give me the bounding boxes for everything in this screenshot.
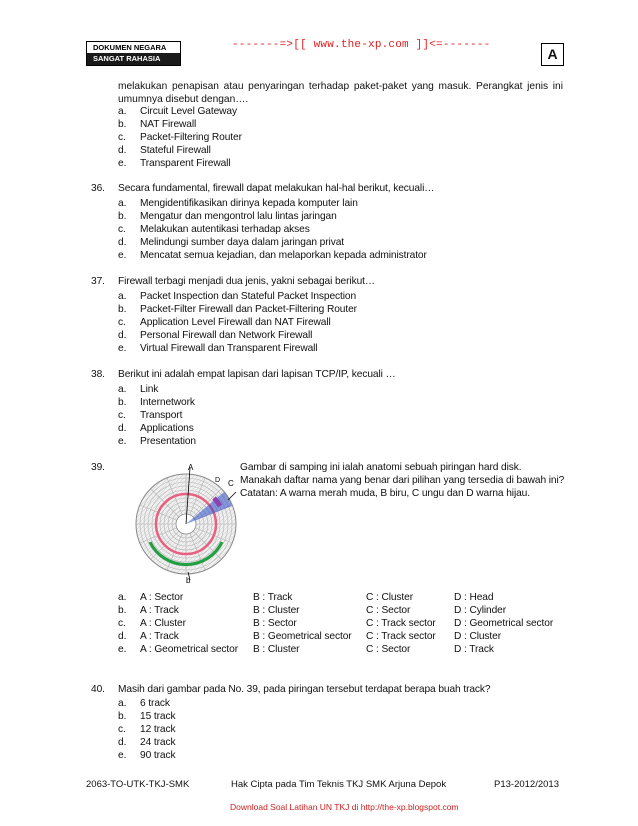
- q39-opt-d-col-a: A : Track: [140, 631, 179, 642]
- q37-opt-a-letter: a.: [118, 291, 127, 302]
- q35-opt-c: Packet-Filtering Router: [140, 132, 242, 143]
- q35-opt-b-letter: b.: [118, 119, 127, 130]
- q38-opt-c-letter: c.: [118, 410, 126, 421]
- q40-opt-b: 15 track: [140, 711, 176, 722]
- q39-opt-b-col-d: D : Cylinder: [454, 605, 507, 616]
- q39-opt-b-col-b: B : Cluster: [253, 605, 300, 616]
- footer-download-link[interactable]: Download Soal Latihan UN TKJ di http://the-xp.blogspot.com: [230, 802, 459, 812]
- q37-number: 37.: [91, 276, 105, 287]
- q38-opt-d-letter: d.: [118, 423, 127, 434]
- q37-stem: Firewall terbagi menjadi dua jenis, yakni sebagai berikut…: [118, 276, 375, 287]
- q38-opt-a: Link: [140, 384, 159, 395]
- q40-opt-a-letter: a.: [118, 698, 127, 709]
- q38-opt-c: Transport: [140, 410, 183, 421]
- q39-opt-a-col-c: C : Cluster: [366, 592, 414, 603]
- q39-opt-c-col-c: C : Track sector: [366, 618, 436, 629]
- label-b: b: [186, 576, 191, 584]
- q35-opt-d: Stateful Firewall: [140, 145, 211, 156]
- q37-opt-b-letter: b.: [118, 304, 127, 315]
- q39-opt-e-col-c: C : Sector: [366, 644, 411, 655]
- q37-opt-e: Virtual Firewall dan Transparent Firewall: [140, 343, 318, 354]
- q35-opt-c-letter: c.: [118, 132, 126, 143]
- hard-disk-diagram: [128, 462, 240, 584]
- q39-opt-d-letter: d.: [118, 631, 127, 642]
- q37-opt-c: Application Level Firewall dan NAT Firewall: [140, 317, 331, 328]
- q39-opt-a-letter: a.: [118, 592, 127, 603]
- q40-opt-c-letter: c.: [118, 724, 126, 735]
- q39-stem-line3: Catatan: A warna merah muda, B biru, C ungu dan D warna hijau.: [240, 488, 530, 499]
- q38-opt-e: Presentation: [140, 436, 197, 447]
- q37-opt-e-letter: e.: [118, 343, 127, 354]
- q39-opt-b-letter: b.: [118, 605, 127, 616]
- q40-stem: Masih dari gambar pada No. 39, pada piringan tersebut terdapat berapa buah track?: [118, 684, 491, 695]
- q39-stem-line2: Manakah daftar nama yang benar dari pilihan yang tersedia di bawah ini?: [240, 475, 565, 486]
- q39-opt-c-col-a: A : Cluster: [140, 618, 186, 629]
- label-d: D: [215, 477, 221, 484]
- q38-opt-a-letter: a.: [118, 384, 127, 395]
- q36-opt-c: Melakukan autentikasi terhadap akses: [140, 224, 310, 235]
- q36-number: 36.: [91, 183, 105, 194]
- q35-opt-b: NAT Firewall: [140, 119, 197, 130]
- q40-opt-d-letter: d.: [118, 737, 127, 748]
- q39-opt-a-col-b: B : Track: [253, 592, 293, 603]
- q38-opt-b-letter: b.: [118, 397, 127, 408]
- doc-label: DOKUMEN NEGARA: [87, 42, 180, 53]
- q38-opt-e-letter: e.: [118, 436, 127, 447]
- q39-opt-d-col-b: B : Geometrical sector: [253, 631, 352, 642]
- q39-opt-c-col-d: D : Geometrical sector: [454, 618, 554, 629]
- q36-opt-d-letter: d.: [118, 237, 127, 248]
- q36-opt-e-letter: e.: [118, 250, 127, 261]
- q35-opt-a-letter: a.: [118, 106, 127, 117]
- q37-opt-a: Packet Inspection dan Stateful Packet Inspection: [140, 291, 357, 302]
- footer-code: 2063-TO-UTK-TKJ-SMK: [86, 779, 190, 790]
- q39-number: 39.: [91, 462, 105, 473]
- classification-box: [86, 41, 181, 66]
- q36-opt-b-letter: b.: [118, 211, 127, 222]
- variant-box: A: [541, 43, 564, 66]
- q40-opt-c: 12 track: [140, 724, 176, 735]
- secret-label: SANGAT RAHASIA: [87, 53, 180, 65]
- q40-opt-e-letter: e.: [118, 750, 127, 761]
- q39-opt-c-letter: c.: [118, 618, 126, 629]
- q39-opt-b-col-c: C : Sector: [366, 605, 411, 616]
- q38-opt-b: Internetwork: [140, 397, 195, 408]
- q39-opt-e-letter: e.: [118, 644, 127, 655]
- q38-number: 38.: [91, 369, 105, 380]
- q35-opt-e: Transparent Firewall: [140, 158, 231, 169]
- q38-opt-d: Applications: [140, 423, 194, 434]
- q39-opt-a-col-a: A : Sector: [140, 592, 184, 603]
- q39-opt-d-col-d: D : Cluster: [454, 631, 502, 642]
- q38-stem: Berikut ini adalah empat lapisan dari lapisan TCP/IP, kecuali …: [118, 369, 396, 380]
- q36-opt-a-letter: a.: [118, 198, 127, 209]
- q35-opt-e-letter: e.: [118, 158, 127, 169]
- q39-opt-b-col-a: A : Track: [140, 605, 179, 616]
- footer-page: P13-2012/2013: [494, 779, 559, 790]
- q39-opt-e-col-d: D : Track: [454, 644, 494, 655]
- q40-opt-a: 6 track: [140, 698, 170, 709]
- q40-number: 40.: [91, 684, 105, 695]
- q39-opt-e-col-a: A : Geometrical sector: [140, 644, 239, 655]
- q39-stem-line1: Gambar di samping ini ialah anatomi sebuah piringan hard disk.: [240, 462, 522, 473]
- q36-opt-c-letter: c.: [118, 224, 126, 235]
- q35-stem: melakukan penapisan atau penyaringan terhadap paket-paket yang masuk. Perangkat jenis ini umumnya disebut dengan….: [118, 81, 563, 105]
- q36-opt-d: Melindungi sumber daya dalam jaringan privat: [140, 237, 344, 248]
- q36-opt-e: Mencatat semua kejadian, dan melaporkan kepada administrator: [140, 250, 427, 261]
- leader-c: [228, 492, 236, 500]
- label-a: A: [188, 463, 194, 472]
- q37-opt-d-letter: d.: [118, 330, 127, 341]
- q35-opt-a: Circuit Level Gateway: [140, 106, 237, 117]
- footer-copyright: Hak Cipta pada Tim Teknis TKJ SMK Arjuna Depok: [231, 779, 447, 790]
- label-c: C: [228, 479, 234, 488]
- q35-opt-d-letter: d.: [118, 145, 127, 156]
- q37-opt-c-letter: c.: [118, 317, 126, 328]
- q36-stem: Secara fundamental, firewall dapat melakukan hal-hal berikut, kecuali…: [118, 183, 435, 194]
- q40-opt-d: 24 track: [140, 737, 176, 748]
- q40-opt-b-letter: b.: [118, 711, 127, 722]
- q39-opt-a-col-d: D : Head: [454, 592, 494, 603]
- q39-opt-e-col-b: B : Cluster: [253, 644, 300, 655]
- q36-opt-b: Mengatur dan mengontrol lalu lintas jaringan: [140, 211, 337, 222]
- q37-opt-d: Personal Firewall dan Network Firewall: [140, 330, 313, 341]
- q36-opt-a: Mengidentifikasikan dirinya kepada komputer lain: [140, 198, 358, 209]
- q39-opt-d-col-c: C : Track sector: [366, 631, 436, 642]
- q37-opt-b: Packet-Filter Firewall dan Packet-Filtering Router: [140, 304, 357, 315]
- q39-opt-c-col-b: B : Sector: [253, 618, 297, 629]
- q40-opt-e: 90 track: [140, 750, 176, 761]
- site-banner: -------=>[[ www.the-xp.com ]]<=-------: [232, 39, 491, 51]
